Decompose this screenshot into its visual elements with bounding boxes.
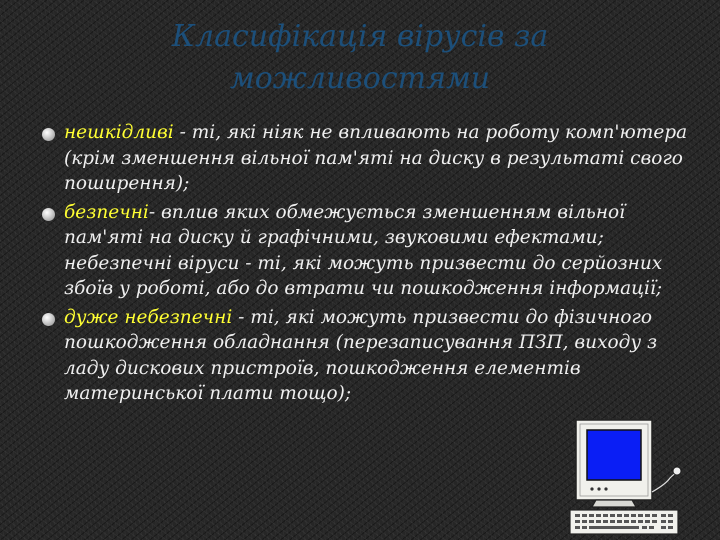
slide-title-line-1: Класифікація вірусів за [171, 19, 549, 54]
bullet-dot-icon [42, 208, 55, 221]
bullet-item-very-dangerous [20, 305, 700, 407]
bullet-term: безпечні [64, 201, 149, 223]
bullet-list [20, 120, 700, 410]
bullet-term: нешкідливі [64, 122, 174, 143]
slide-title [150, 16, 570, 100]
slide-title-line-2: можливостями [229, 61, 491, 96]
bullet-text: - ті, які ніяк не впливають на роботу комп'ютера (крім зменшення вільної пам'яті на диску в результаті свого поширення); [64, 122, 688, 194]
computer-icon [566, 418, 688, 536]
bullet-item-harmless [20, 120, 700, 197]
bullet-term: дуже небезпечні [64, 306, 233, 328]
bullet-text: - ті, які можуть призвести до фізичного пошкодження обладнання (перезаписування ПЗП, виходу з ладу дискових пристроїв, пошкодження елементів материнської плати тощо); [64, 306, 658, 404]
bullet-dot-icon [42, 128, 55, 141]
bullet-text: - вплив яких обмежується зменшенням вільної пам'яті на диску й графічними, звуковими ефектами; небезпечні віруси - ті, які можуть призвести до серйозних збоїв у роботі, або до втрати чи пошкодження інформації; [64, 201, 663, 299]
bullet-dot-icon [42, 313, 55, 326]
bullet-item-safe [20, 200, 700, 302]
